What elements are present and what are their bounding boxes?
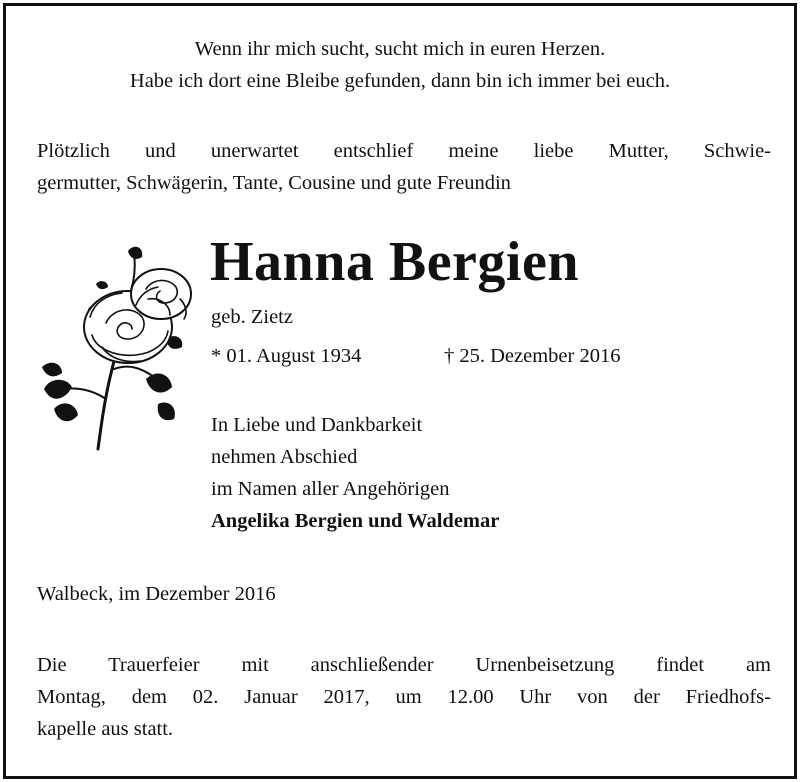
intro-line-1: Plötzlich und unerwartet entschlief meine liebe Mutter, Schwie- [37, 140, 771, 162]
ceremony-line-2: Montag, dem 02. Januar 2017, um 12.00 Uhr von der Friedhofs- [37, 686, 771, 708]
farewell-line-3: im Namen aller Angehörigen [211, 478, 450, 500]
place-date: Walbeck, im Dezember 2016 [37, 583, 276, 605]
intro-line-2: germutter, Schwägerin, Tante, Cousine und gute Freundin [37, 172, 511, 194]
motto-line-2: Habe ich dort eine Bleibe gefunden, dann bin ich immer bei euch. [129, 70, 671, 92]
ceremony-line-3: kapelle aus statt. [37, 718, 174, 740]
birth-date: * 01. August 1934 [211, 345, 362, 367]
rose-icon [36, 239, 196, 469]
obituary-notice [3, 3, 797, 779]
farewell-line-1: In Liebe und Dankbarkeit [211, 414, 423, 436]
mourners: Angelika Bergien und Waldemar [211, 510, 500, 532]
ceremony-line-1: Die Trauerfeier mit anschließender Urnenbeisetzung findet am [37, 654, 771, 676]
motto-line-1: Wenn ihr mich sucht, sucht mich in euren Herzen. [194, 38, 606, 60]
deceased-name: Hanna Bergien [210, 231, 579, 293]
farewell-line-2: nehmen Abschied [211, 446, 358, 468]
birth-name: geb. Zietz [211, 306, 293, 328]
death-date: † 25. Dezember 2016 [444, 345, 621, 367]
